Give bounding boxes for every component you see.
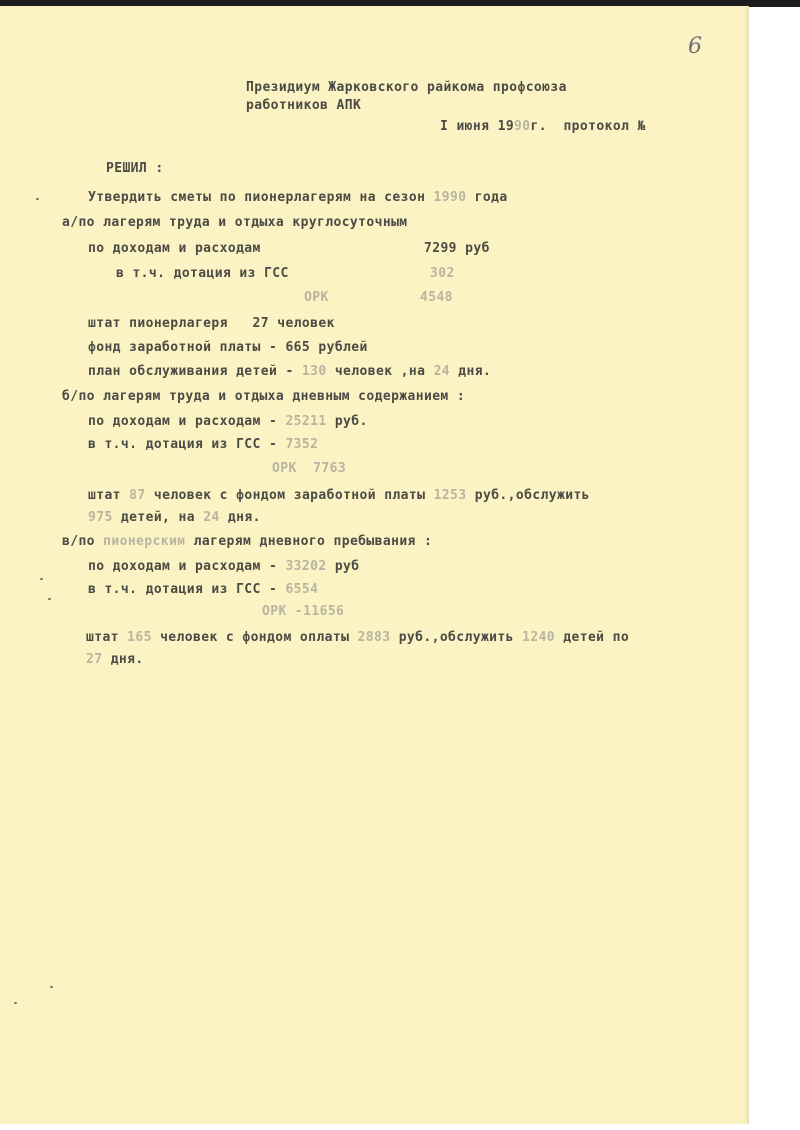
section-b-ork-line (272, 461, 346, 477)
section-b-children-line (88, 510, 261, 526)
section-a-income-label: по доходам и расходам (88, 241, 261, 256)
section-v-heading-tail: лагерям дневного пребывания : (185, 534, 433, 549)
section-v-subsidy-label: в т.ч. дотация из ГСС - (88, 582, 278, 597)
section-v-staff-line (86, 630, 629, 646)
section-a-children-label: план обслуживания детей - (88, 364, 294, 379)
section-v-staff-tail: человек с фондом оплаты (160, 630, 350, 645)
scan-speck (48, 598, 51, 600)
scan-speck (50, 986, 53, 988)
section-v-fund-tail: руб.,обслужить (398, 630, 514, 645)
section-a-heading: а/по лагерям труда и отдыха круглосуточным (62, 215, 408, 230)
section-b-income-value: 25211 (285, 414, 327, 429)
section-v-income-label: по доходам и расходам - (88, 559, 278, 574)
intro-line (88, 190, 508, 206)
section-b-subsidy-value: 7352 (285, 437, 319, 452)
section-v-subsidy-value: 6554 (285, 582, 319, 597)
paper-sheet (0, 6, 748, 1124)
section-b-subsidy-line (88, 437, 318, 453)
section-b-income-unit: руб. (334, 414, 368, 429)
section-v-children-tail: детей по (563, 630, 630, 645)
section-b-ork-value: 7763 (313, 461, 347, 476)
section-a-fund-value: 665 рублей (285, 340, 368, 355)
section-v-income-unit: руб (334, 559, 360, 574)
section-b-staff-label: штат (88, 488, 121, 503)
section-v-days-value: 27 (86, 652, 103, 667)
header-title-line1: Президиум Жарковского райкома профсоюза (246, 80, 567, 95)
section-v-subsidy-line (88, 582, 318, 598)
section-v-income-line (88, 559, 360, 575)
section-v-days-tail: дня. (110, 652, 144, 667)
section-b-subsidy-label: в т.ч. дотация из ГСС - (88, 437, 278, 452)
section-a-children-tail: человек ,на (334, 364, 426, 379)
decided-heading: РЕШИЛ : (106, 161, 164, 176)
section-v-income-value: 33202 (285, 559, 327, 574)
section-b-children-value: 975 (88, 510, 113, 525)
header-date-line (440, 119, 646, 135)
section-b-children-tail: детей, на (120, 510, 195, 525)
section-a-days-tail: дня. (458, 364, 492, 379)
section-a-subsidy-value: 302 (430, 266, 455, 281)
section-v-ork-line (262, 604, 344, 620)
section-b-fund-value: 1253 (433, 488, 467, 503)
section-a-fund-line (88, 340, 368, 356)
scan-speck (40, 578, 43, 580)
section-b-heading: б/по лагерям труда и отдыха дневным содержанием : (62, 389, 466, 404)
section-b-days-value: 24 (203, 510, 220, 525)
section-a-children-value: 130 (301, 364, 327, 379)
section-v-fund-value: 2883 (357, 630, 391, 645)
scan-speck (36, 198, 39, 200)
section-b-staff-line (88, 488, 590, 504)
section-v-staff-value: 165 (127, 630, 152, 645)
section-a-ork-value: 4548 (420, 290, 453, 305)
intro-text: Утвердить сметы по пионерлагерям на сезон (88, 190, 434, 205)
date-year-suffix: 90 (514, 119, 531, 134)
section-v-heading-prefix: в/по (62, 534, 104, 549)
section-b-fund-tail: руб.,обслужить (474, 488, 590, 503)
section-b-income-line (88, 414, 368, 430)
section-a-days-value: 24 (433, 364, 451, 379)
section-b-staff-tail: человек с фондом заработной платы (153, 488, 426, 503)
section-v-children-value: 1240 (522, 630, 556, 645)
date-suffix: г. (530, 119, 547, 134)
section-v-ork-label: ОРК (262, 604, 287, 619)
section-b-income-label: по доходам и расходам - (88, 414, 278, 429)
section-a-income-value: 7299 руб (424, 241, 490, 256)
section-a-children-line (88, 364, 491, 380)
date-prefix: I июня 19 (440, 119, 515, 134)
section-v-heading (62, 534, 432, 550)
section-v-ork-value: -11656 (294, 604, 345, 619)
section-a-fund-label: фонд заработной платы - (88, 340, 278, 355)
section-b-days-tail: дня. (227, 510, 261, 525)
section-b-ork-label: ОРК (272, 461, 297, 476)
intro-year: 1990 (433, 190, 467, 205)
intro-tail: года (466, 190, 508, 205)
section-v-heading-faint: пионерским (103, 534, 186, 549)
section-a-ork-label: ОРК (304, 290, 329, 305)
section-a-staff-value: 27 человек (252, 316, 335, 331)
scan-speck (14, 1002, 17, 1004)
section-a-subsidy-label: в т.ч. дотация из ГСС (116, 266, 289, 281)
protocol-label: протокол № (563, 119, 646, 134)
section-v-days-line (86, 652, 144, 668)
section-a-staff-label: штат пионерлагеря (88, 316, 228, 331)
page-number: 6 (688, 34, 702, 59)
section-b-staff-value: 87 (129, 488, 146, 503)
header-title-line2: работников АПК (246, 98, 362, 113)
section-v-staff-label: штат (86, 630, 119, 645)
section-a-staff-line (88, 316, 335, 332)
